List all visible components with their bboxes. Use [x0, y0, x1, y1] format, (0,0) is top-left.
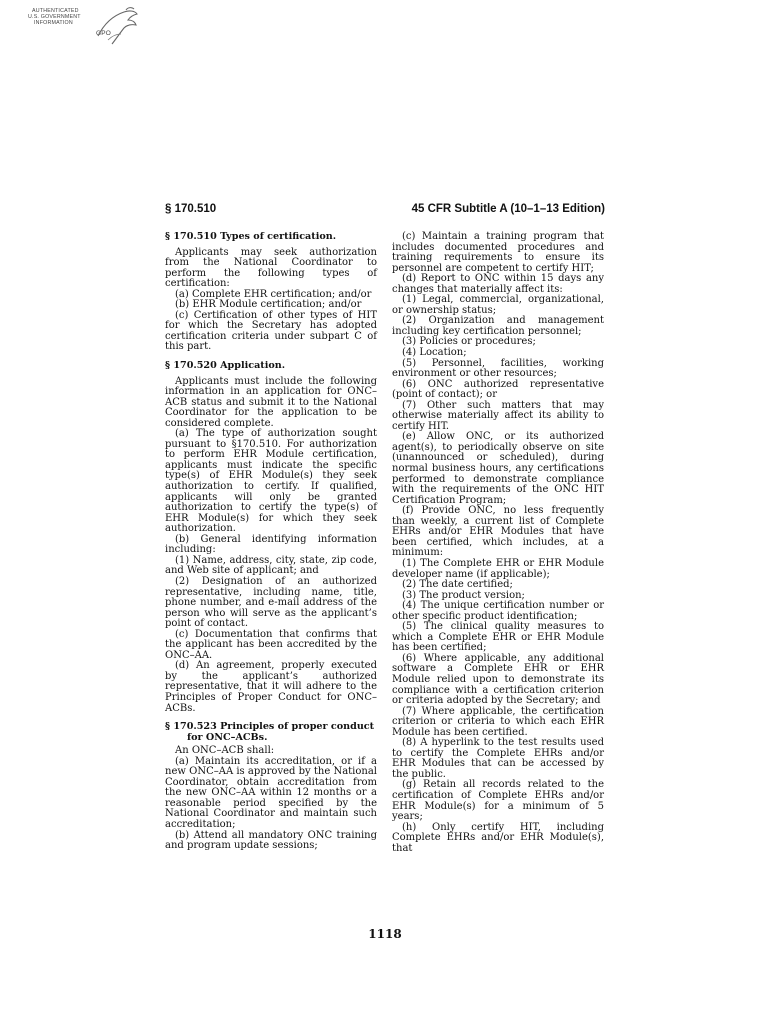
paragraph: (a) The type of authorization sought pursuant to §170.510. For authorization to perform EHR Module certification, applicants must indicate the specific type(s) of EHR Module(s) they seek authorization to certify. If qualified, applicants will only be granted authorization to certify the type(s) of EHR Module(s) for which they seek authorization.	[165, 428, 377, 535]
publication-title: 45 CFR Subtitle A (10–1–13 Edition)	[411, 203, 605, 215]
paragraph: (8) A hyperlink to the test results used to certify the Complete EHRs and/or EHR Modules that can be accessed by the public.	[392, 737, 604, 780]
paragraph: (c) Maintain a training program that includes documented procedures and training requirements to ensure its personnel are competent to certify HIT;	[392, 231, 604, 274]
paragraph: (a) Complete EHR certification; and/or	[175, 288, 372, 300]
section-heading: § 170.523 Principles of proper conduct for ONC–ACBs.	[165, 721, 375, 743]
paragraph: An ONC–ACB shall:	[175, 745, 275, 757]
paragraph: (b) Attend all mandatory ONC training and program update sessions;	[165, 829, 377, 852]
paragraph: (2) The date certified;	[402, 579, 513, 591]
paragraph: (1) Legal, commercial, organizational, or ownership status;	[392, 294, 604, 316]
paragraph: (7) Where applicable, the certification criterion or criteria to which each EHR Module has been certified.	[392, 705, 604, 738]
paragraph: (b) EHR Module certification; and/or	[175, 299, 362, 311]
section-heading: § 170.520 Application.	[165, 360, 286, 372]
paragraph: (5) The clinical quality measures to which a Complete EHR or EHR Module has been certified;	[392, 621, 604, 654]
page-number: 1118	[368, 927, 402, 941]
paragraph: (b) General identifying information including:	[165, 533, 377, 556]
seal-line: INFORMATION	[34, 20, 73, 26]
paragraph: (1) Name, address, city, state, zip code, and Web site of applicant; and	[165, 554, 377, 577]
paragraph: (5) Personnel, facilities, working environment or other resources;	[392, 357, 604, 380]
seal-line: AUTHENTICATED	[32, 8, 79, 14]
paragraph: (6) ONC authorized representative (point of contact); or	[392, 378, 604, 401]
paragraph: (2) Organization and management including key certification personnel;	[392, 315, 604, 337]
paragraph: (7) Other such matters that may otherwise materially affect its ability to certify HIT.	[392, 399, 604, 432]
paragraph: (4) Location;	[402, 347, 467, 359]
paragraph: (g) Retain all records related to the certification of Complete EHRs and/or EHR Module(s) for a minimum of 5 years;	[392, 779, 604, 823]
paragraph: (c) Certification of other types of HIT for which the Secretary has adopted certification criteria under subpart C of this part.	[165, 309, 377, 353]
paragraph: (3) The product version;	[402, 589, 525, 601]
paragraph: (f) Provide ONC, no less frequently than weekly, a current list of Complete EHRs and/or EHR Modules that have been certified, which includes, at a minimum:	[392, 505, 604, 559]
seal-line: U.S. GOVERNMENT	[28, 14, 81, 20]
section-heading: § 170.510 Types of certification.	[165, 231, 337, 242]
left-column	[165, 232, 377, 852]
paragraph: (d) An agreement, properly executed by the applicant’s authorized representative, that it will adhere to the Principles of Proper Conduct for ONC–ACBs.	[165, 660, 377, 714]
paragraph: Applicants may seek authorization from the National Coordinator to perform the following types of certification:	[165, 246, 377, 290]
paragraph: (d) Report to ONC within 15 days any changes that materially affect its:	[392, 273, 604, 295]
paragraph: (c) Documentation that confirms that the applicant has been accredited by the ONC–AA.	[165, 628, 377, 661]
paragraph: (4) The unique certification number or other specific product identification;	[392, 600, 604, 622]
paragraph: (h) Only certify HIT, including Complete EHRs and/or EHR Module(s), that	[392, 821, 604, 854]
seal-gpo-label: GPO	[96, 30, 112, 37]
paragraph: (e) Allow ONC, or its authorized agent(s), to periodically observe on site (unannounced or scheduled), during normal business hours, any certifications performed to demonstrate compliance with the requirements of the ONC HIT Certification Program;	[392, 431, 604, 506]
paragraph: (1) The Complete EHR or EHR Module developer name (if applicable);	[392, 557, 604, 580]
gpo-authentication-seal	[28, 6, 140, 50]
right-column	[392, 232, 604, 854]
eagle-icon	[90, 6, 140, 48]
paragraph: (6) Where applicable, any additional software a Complete EHR or EHR Module relied upon to demonstrate its compliance with a certification criterion or criteria adopted by the Secretary; and	[392, 652, 604, 707]
running-head	[165, 203, 605, 219]
section-marker: § 170.510	[165, 203, 217, 215]
paragraph: Applicants must include the following information in an application for ONC–ACB status and submit it to the National Coordinator for the application to be considered complete.	[165, 375, 377, 429]
paragraph: (a) Maintain its accreditation, or if a new ONC–AA is approved by the National Coordinator, obtain accreditation from the new ONC–AA within 12 months or a reasonable period specified by the National Coordinator and maintain such accreditation;	[165, 755, 377, 830]
paragraph: (2) Designation of an authorized representative, including name, title, phone number, and e-mail address of the person who will serve as the applicant’s point of contact.	[165, 575, 377, 630]
paragraph: (3) Policies or procedures;	[402, 336, 536, 348]
